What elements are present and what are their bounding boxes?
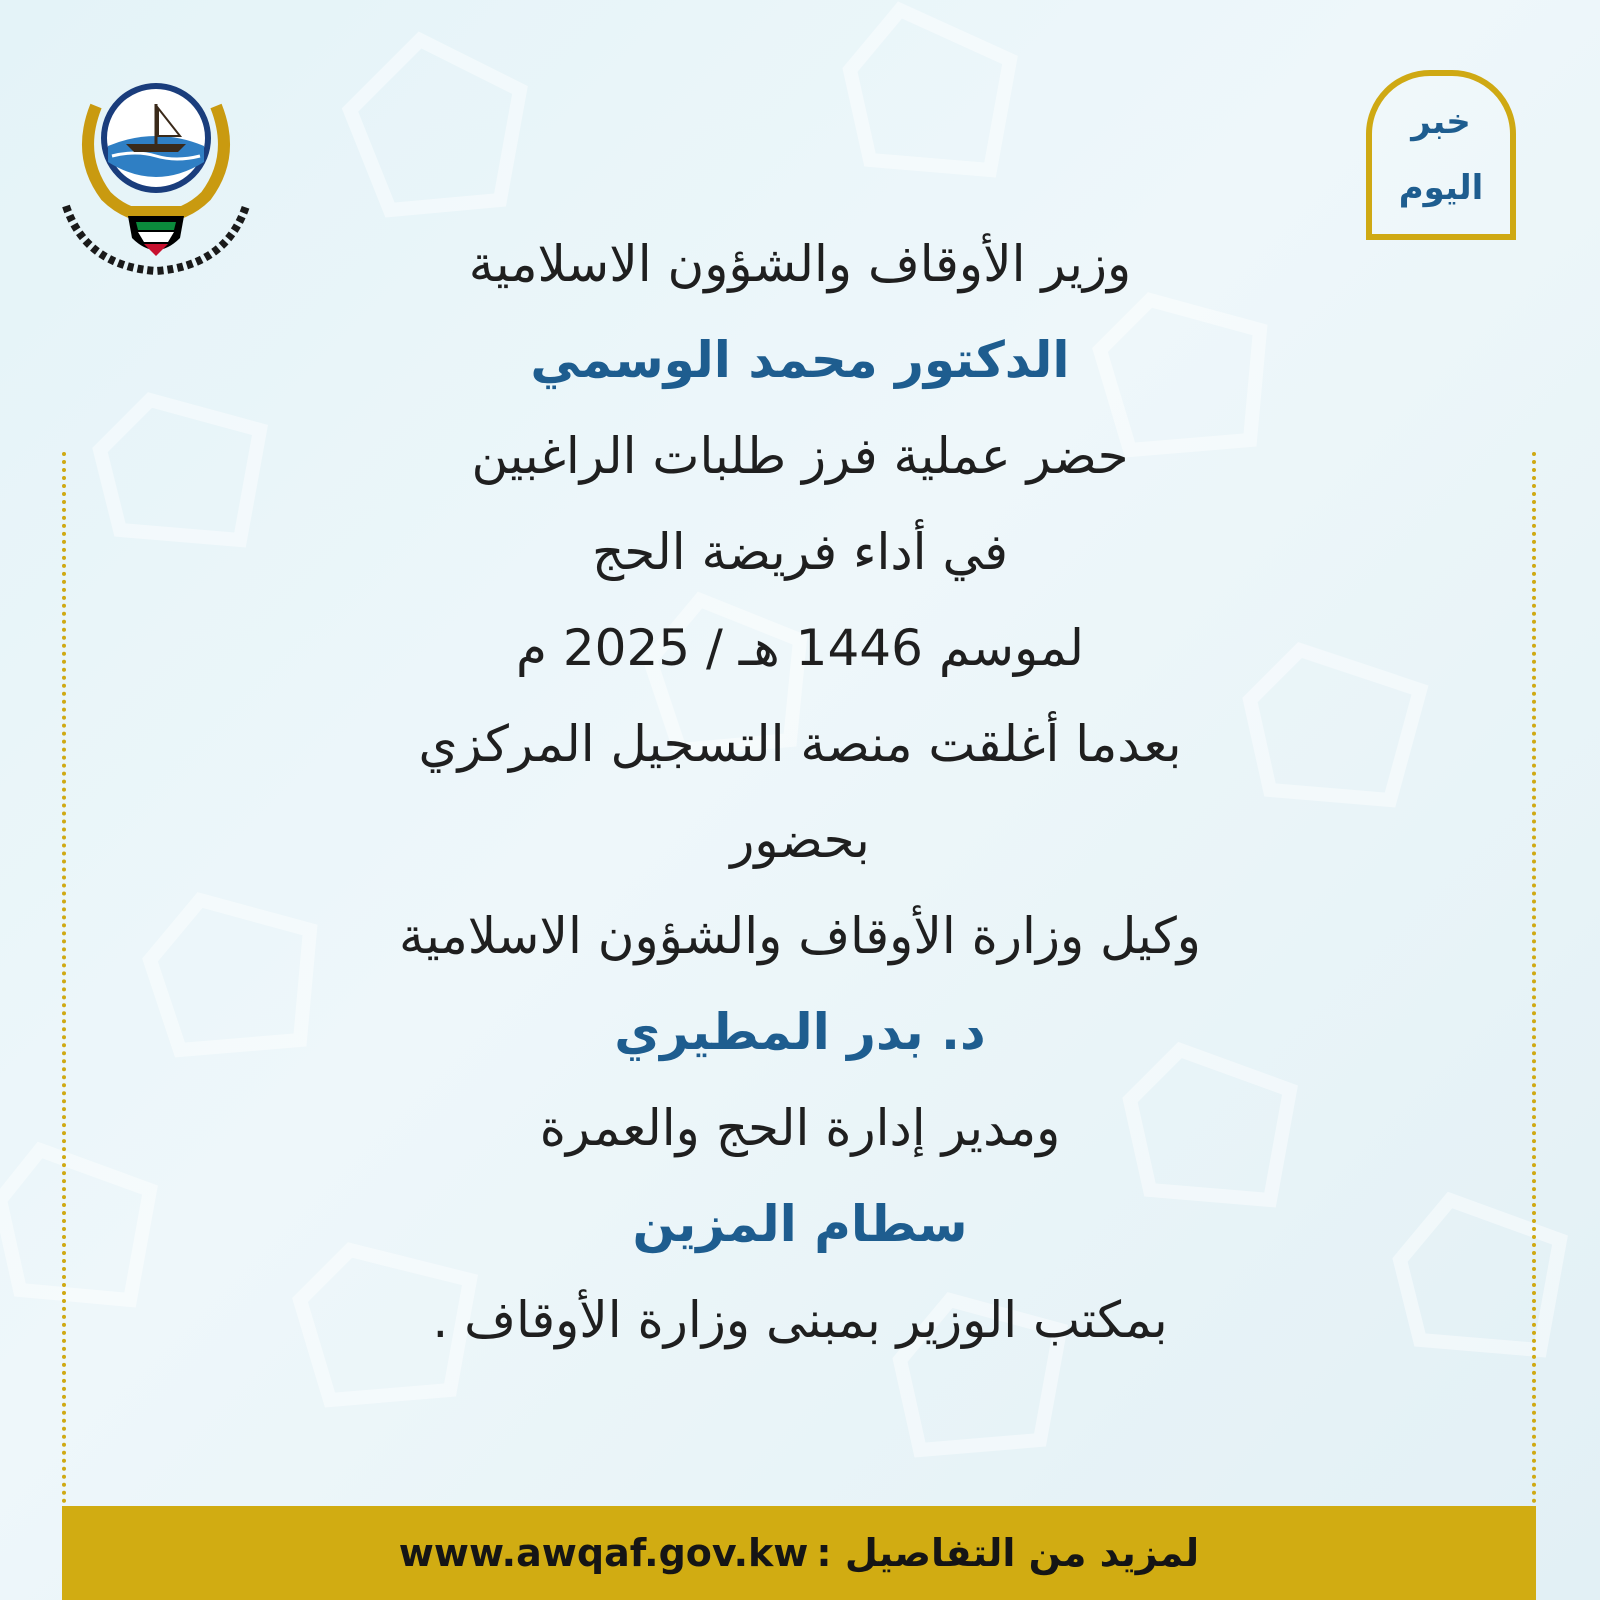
highlighted-name-line: د. بدر المطيري — [614, 1003, 986, 1061]
news-line: ومدير إدارة الحج والعمرة — [539, 1099, 1061, 1157]
news-line: بمكتب الوزير بمبنى وزارة الأوقاف . — [432, 1291, 1168, 1349]
news-line: حضر عملية فرز طلبات الراغبين — [471, 427, 1129, 485]
badge-line-1: خبر — [1411, 102, 1471, 142]
news-line: لموسم 1446 هـ / 2025 م — [516, 619, 1084, 677]
today-news-badge — [1366, 70, 1516, 240]
news-line: بعدما أغلقت منصة التسجيل المركزي — [418, 715, 1182, 773]
news-line: بحضور — [730, 811, 870, 869]
footer-label: لمزيد من التفاصيل : — [816, 1531, 1200, 1575]
news-line: وكيل وزارة الأوقاف والشؤون الاسلامية — [399, 907, 1201, 965]
news-line: وزير الأوقاف والشؤون الاسلامية — [468, 235, 1132, 293]
left-dotted-border — [62, 452, 66, 1504]
highlighted-name-line: سطام المزين — [632, 1195, 968, 1253]
footer-bar — [62, 1506, 1536, 1600]
right-dotted-border — [1532, 452, 1536, 1504]
badge-line-2: اليوم — [1398, 168, 1484, 208]
highlighted-name-line: الدكتور محمد الوسمي — [530, 331, 1070, 389]
news-line: في أداء فريضة الحج — [591, 523, 1009, 581]
news-text-block — [200, 216, 1400, 1368]
website-link[interactable]: www.awqaf.gov.kw — [398, 1531, 809, 1575]
